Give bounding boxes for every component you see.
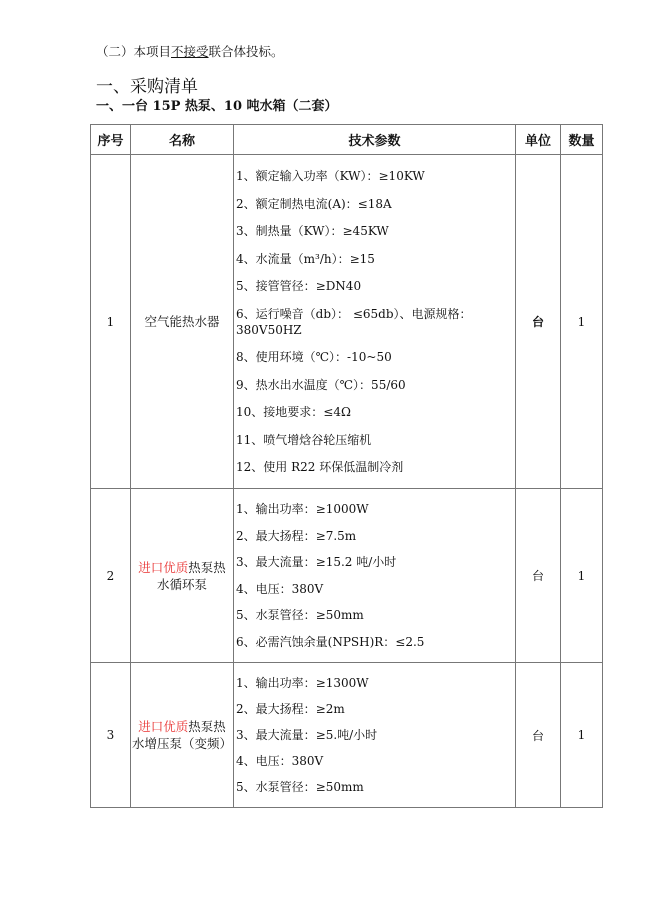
spec-item: 4、电压：380V: [236, 581, 324, 596]
spec-item: 2、最大扬程：≥7.5m: [236, 528, 357, 543]
header-no: 序号: [91, 125, 131, 155]
note-underlined: 不接受: [171, 44, 209, 59]
spec-item: 2、额定制热电流(A)：≤18A: [236, 196, 392, 211]
procurement-table: [90, 124, 603, 808]
table-header-row: [91, 125, 603, 155]
joint-bid-note: [96, 42, 284, 60]
unit: 台: [516, 663, 561, 808]
item-name: [131, 489, 234, 663]
spec-item: 6、运行噪音（db）： ≤65db）、电源规格：380V50HZ: [236, 306, 472, 337]
row-number: 3: [91, 663, 131, 808]
spec-item: 12、使用 R22 环保低温制冷剂: [236, 460, 404, 474]
item-name-text: 热泵热水循环泵: [156, 559, 226, 592]
spec-item: 11、喷气增焓谷轮压缩机: [236, 432, 372, 447]
row-number: 1: [91, 155, 131, 489]
item-name: [131, 663, 234, 808]
header-qty: 数量: [561, 125, 603, 155]
item-name-text: 空气能热水器: [144, 314, 220, 329]
item-name: [131, 155, 234, 489]
note-suffix: 联合体投标。: [208, 44, 284, 59]
spec-item: 10、接地要求：≤4Ω: [236, 405, 351, 419]
section-title: 一、采购清单: [96, 77, 198, 97]
item-name-text: 热泵热水增压泵（变频）: [132, 719, 233, 751]
spec-cell: [234, 663, 516, 808]
row-number: 2: [91, 489, 131, 663]
header-name: 名称: [131, 125, 234, 155]
spec-item: 5、水泵管径：≥50mm: [236, 780, 364, 795]
spec-item: 5、水泵管径：≥50mm: [236, 608, 364, 623]
spec-cell: [234, 489, 516, 663]
spec-item: 1、额定输入功率（KW）：≥10KW: [236, 169, 425, 183]
header-specs: 技术参数: [234, 125, 516, 155]
subsection-title: 一、一台 15P 热泵、10 吨水箱（二套）: [96, 99, 338, 114]
spec-item: 1、输出功率：≥1000W: [236, 502, 369, 517]
spec-item: 1、输出功率：≥1300W: [236, 675, 369, 690]
quantity: 1: [561, 663, 603, 808]
spec-item: 9、热水出水温度（℃）：55/60: [236, 377, 406, 392]
note-prefix: （二）本项目: [96, 44, 172, 59]
spec-item: 3、制热量（KW）：≥45KW: [236, 224, 389, 238]
table-row: [91, 155, 603, 489]
table-row: [91, 489, 603, 663]
spec-cell: [234, 155, 516, 489]
item-name-highlight: 进口优质: [138, 719, 189, 734]
spec-item: 4、电压：380V: [236, 754, 324, 769]
header-unit: 单位: [516, 125, 561, 155]
spec-item: 6、必需汽蚀余量(NPSH)R：≤2.5: [236, 634, 425, 649]
spec-item: 2、最大扬程：≥2m: [236, 701, 345, 716]
quantity: 1: [561, 155, 603, 489]
spec-item: 8、使用环境（℃）：-10~50: [236, 350, 392, 364]
item-name-highlight: 进口优质: [138, 559, 189, 575]
spec-item: 3、最大流量：≥15.2 吨/小时: [236, 555, 397, 570]
table-row: [91, 663, 603, 808]
spec-item: 3、最大流量：≥5.吨/小时: [236, 727, 378, 742]
quantity: 1: [561, 489, 603, 663]
spec-item: 5、接管管径：≥DN40: [236, 279, 362, 293]
unit: 台: [516, 155, 561, 489]
spec-item: 4、水流量（m³/h）：≥15: [236, 251, 375, 266]
unit: 台: [516, 489, 561, 663]
